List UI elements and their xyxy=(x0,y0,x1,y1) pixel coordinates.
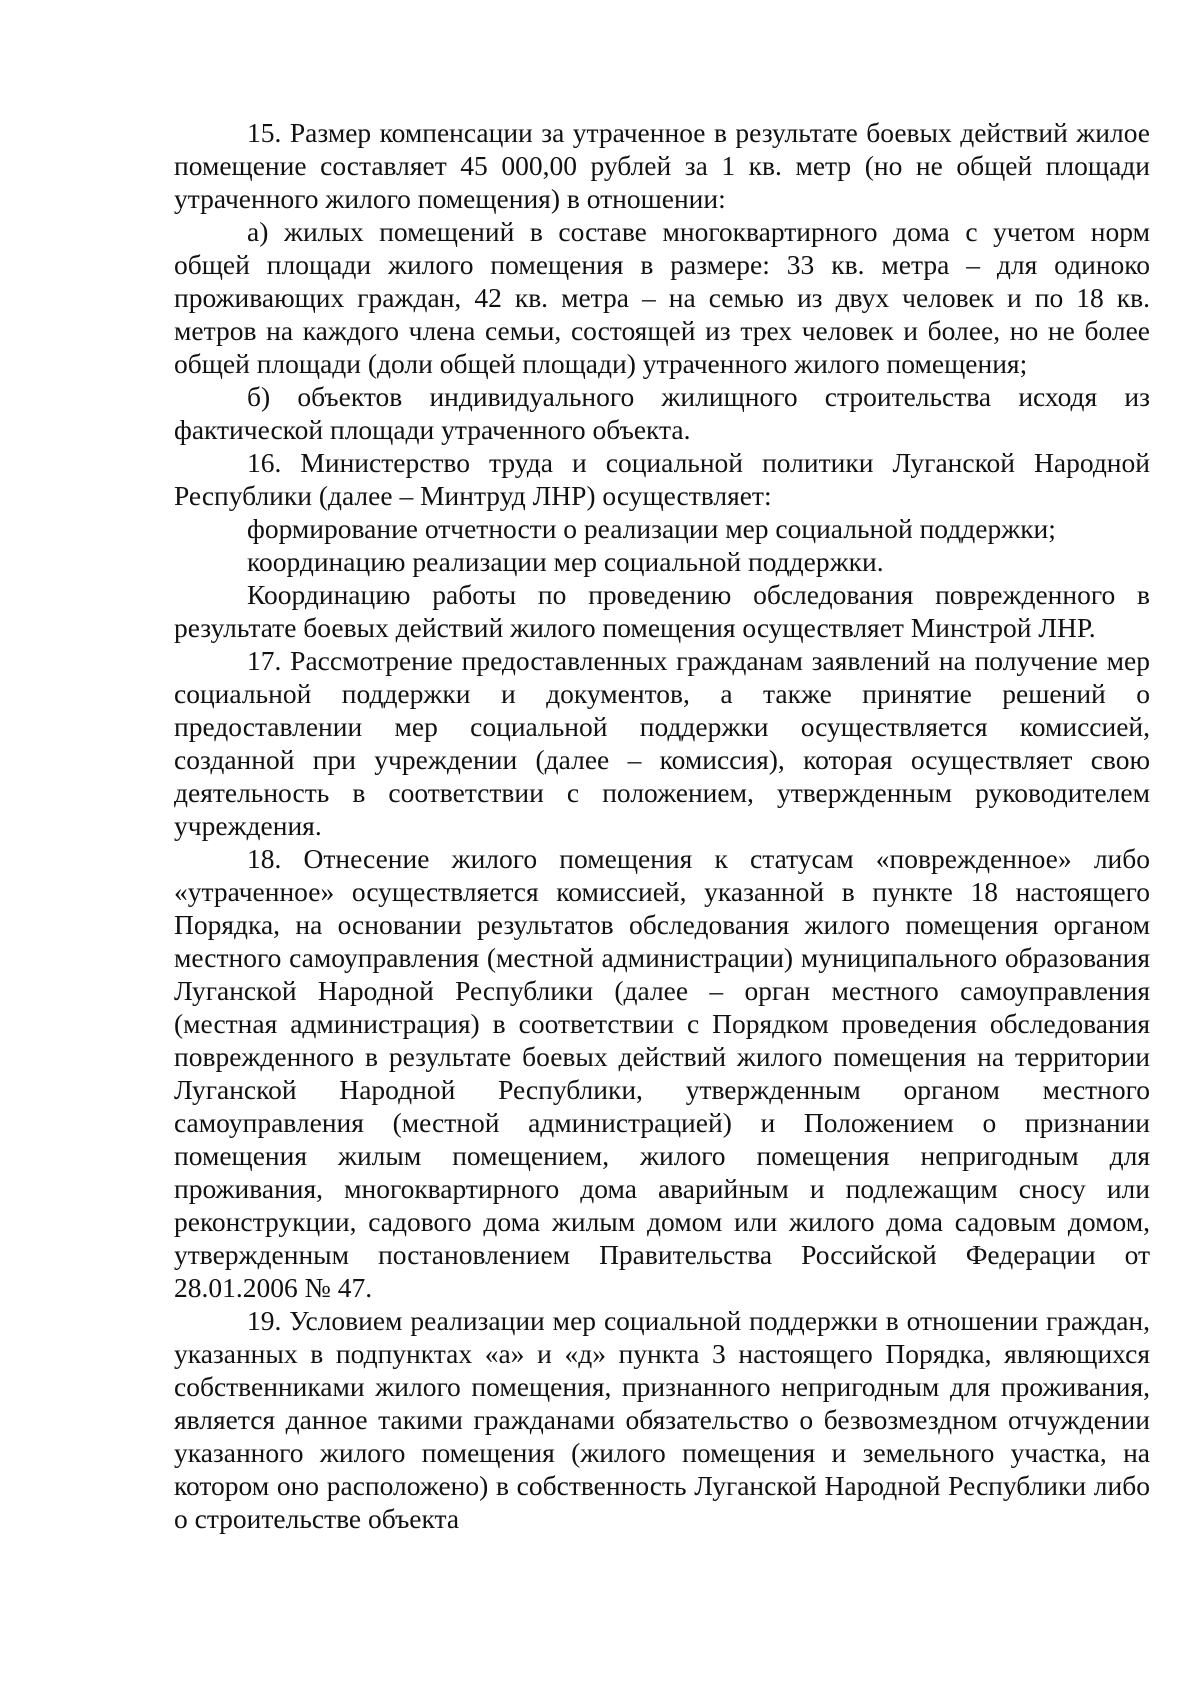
paragraph-19: 19. Условием реализации мер социальной поддержки в отношении граждан, указанных в подпунктах «а» и «д» пункта 3 настоящего Порядка, являющихся собственниками жилого помещения, признанного непригодным для проживания, является данное такими гражданами обязательство о безвозмездном отчуждении указанного жилого помещения (жилого помещения и земельного участка, на котором оно расположено) в собственность Луганской Народной Республики либо о строительстве объекта xyxy=(174,1305,1150,1534)
paragraph-16: 16. Министерство труда и социальной политики Луганской Народной Республики (далее – Минтруд ЛНР) осуществляет: xyxy=(174,447,1150,511)
paragraph-18: 18. Отнесение жилого помещения к статусам «поврежденное» либо «утраченное» осуществляется комиссией, указанной в пункте 18 настоящего Порядка, на основании результатов обследования жилого помещения органом местного самоуправления (местной администрации) муниципального образования Луганской Народной Республики (далее – орган местного самоуправления (местная администрация) в соответствии с Порядком проведения обследования поврежденного в результате боевых действий жилого помещения на территории Луганской Народной Республики, утвержденным органом местного самоуправления (местной администрацией) и Положением о признании помещения жилым помещением, жилого помещения непригодным для проживания, многоквартирного дома аварийным и подлежащим сносу или реконструкции, садового дома жилым домом или жилого дома садовым домом, утвержденным постановлением Правительства Российской Федерации от 28.01.2006 № 47. xyxy=(174,843,1150,1303)
paragraph-15: 15. Размер компенсации за утраченное в результате боевых действий жилое помещение составляет 45 000,00 рублей за 1 кв. метр (но не общей площади утраченного жилого помещения) в отношении: xyxy=(174,117,1150,214)
paragraph-16-item-coordination: координацию реализации мер социальной поддержки. xyxy=(247,546,884,577)
paragraph-16-item-reporting: формирование отчетности о реализации мер социальной поддержки; xyxy=(247,513,1056,544)
document-body xyxy=(174,116,1150,1535)
paragraph-16-survey-coordination: Координацию работы по проведению обследования поврежденного в результате боевых действий жилого помещения осуществляет Минстрой ЛНР. xyxy=(174,579,1150,643)
paragraph-15-a: а) жилых помещений в составе многоквартирного дома с учетом норм общей площади жилого помещения в размере: 33 кв. метра – для одиноко проживающих граждан, 42 кв. метра – на семью из двух человек и по 18 кв. метров на каждого члена семьи, состоящей из трех человек и более, но не более общей площади (доли общей площади) утраченного жилого помещения; xyxy=(174,216,1150,379)
paragraph-17: 17. Рассмотрение предоставленных гражданам заявлений на получение мер социальной поддержки и документов, а также принятие решений о предоставлении мер социальной поддержки осуществляется комиссией, созданной при учреждении (далее – комиссия), которая осуществляет свою деятельность в соответствии с положением, утвержденным руководителем учреждения. xyxy=(174,645,1150,841)
paragraph-15-b: б) объектов индивидуального жилищного строительства исходя из фактической площади утраченного объекта. xyxy=(174,381,1150,445)
